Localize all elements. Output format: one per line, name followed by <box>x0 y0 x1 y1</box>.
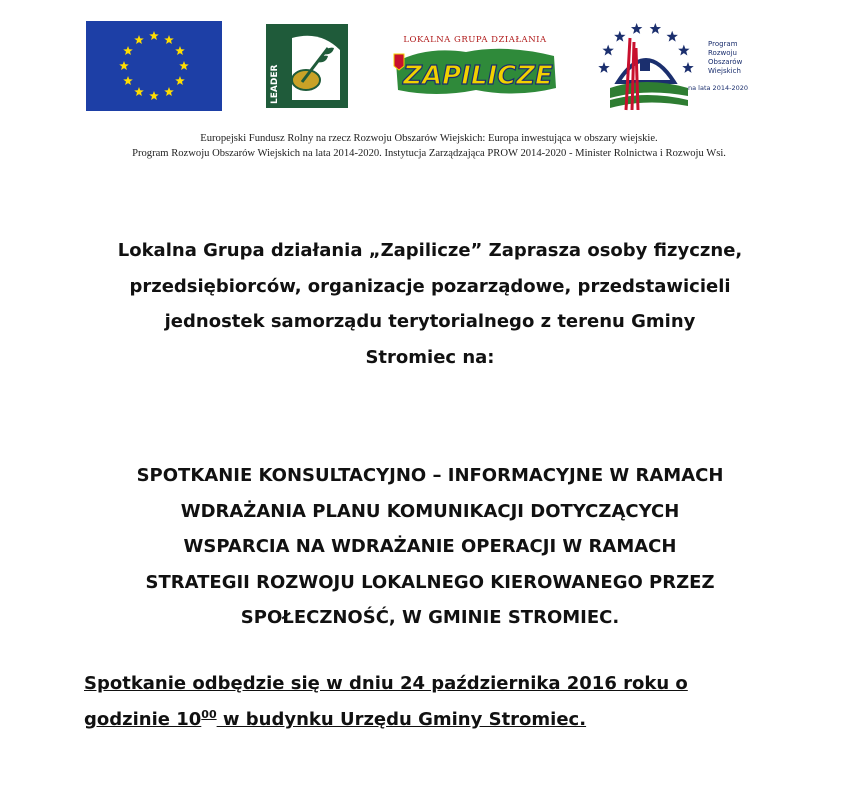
leader-logo <box>262 20 352 112</box>
zapilicze-logo <box>386 32 564 104</box>
headline-line-4: STRATEGII ROZWOJU LOKALNEGO KIEROWANEGO PRZEZ <box>145 571 715 593</box>
prow-text-1: Program <box>708 40 738 48</box>
headline-line-2: WDRAŻANIA PLANU KOMUNIKACJI DOTYCZĄCYCH <box>180 500 680 522</box>
prow-text-5: na lata 2014-2020 <box>688 84 748 92</box>
funding-line-2: Program Rozwoju Obszarów Wiejskich na lata 2014-2020. Instytucja Zarządzająca PROW 2014-2020 - Minister Rolnictwa i Rozwoju Wsi. <box>132 148 726 159</box>
zapilicze-arc-text: LOKALNA GRUPA DZIAŁANIA <box>403 35 547 45</box>
eu-flag-logo <box>86 21 222 111</box>
intro-line-3: jednostek samorządu terytorialnego z terenu Gminy <box>164 311 696 332</box>
meeting-details <box>84 666 784 738</box>
headline-line-3: WSPARCIA NA WDRAŻANIE OPERACJI W RAMACH <box>183 536 677 557</box>
invitation-intro <box>60 233 800 375</box>
meeting-line-2b: w budynku Urzędu Gminy Stromiec. <box>216 709 587 730</box>
logo-strip <box>0 18 858 114</box>
intro-line-1: Lokalna Grupa działania „Zapilicze” Zaprasza osoby fizyczne, <box>117 240 743 261</box>
meeting-line-2a: godzinie 10 <box>84 709 202 730</box>
funding-notice <box>0 131 858 161</box>
intro-line-4: Stromiec na: <box>365 346 495 368</box>
leader-text: LEADER <box>270 64 280 104</box>
headline-line-1: SPOTKANIE KONSULTACYJNO – INFORMACYJNE W RAMACH <box>136 465 724 486</box>
meeting-line-1: Spotkanie odbędzie się w dniu 24 października 2016 roku o <box>84 673 688 694</box>
funding-line-1: Europejski Fundusz Rolny na rzecz Rozwoju Obszarów Wiejskich: Europa inwestująca w obszary wiejskie. <box>200 133 658 144</box>
prow-text-4: Wiejskich <box>708 67 741 75</box>
prow-text-2: Rozwoju <box>708 49 737 57</box>
prow-logo <box>596 18 766 112</box>
prow-text-3: Obszarów <box>708 58 743 66</box>
meeting-time-superscript: 00 <box>201 708 217 721</box>
meeting-headline <box>60 458 800 636</box>
headline-line-5: SPOŁECZNOŚĆ, W GMINIE STROMIEC. <box>240 607 620 628</box>
zapilicze-name-text: ZAPILICZE <box>403 61 553 91</box>
intro-line-2: przedsiębiorców, organizacje pozarządowe, przedstawicieli <box>129 275 731 297</box>
